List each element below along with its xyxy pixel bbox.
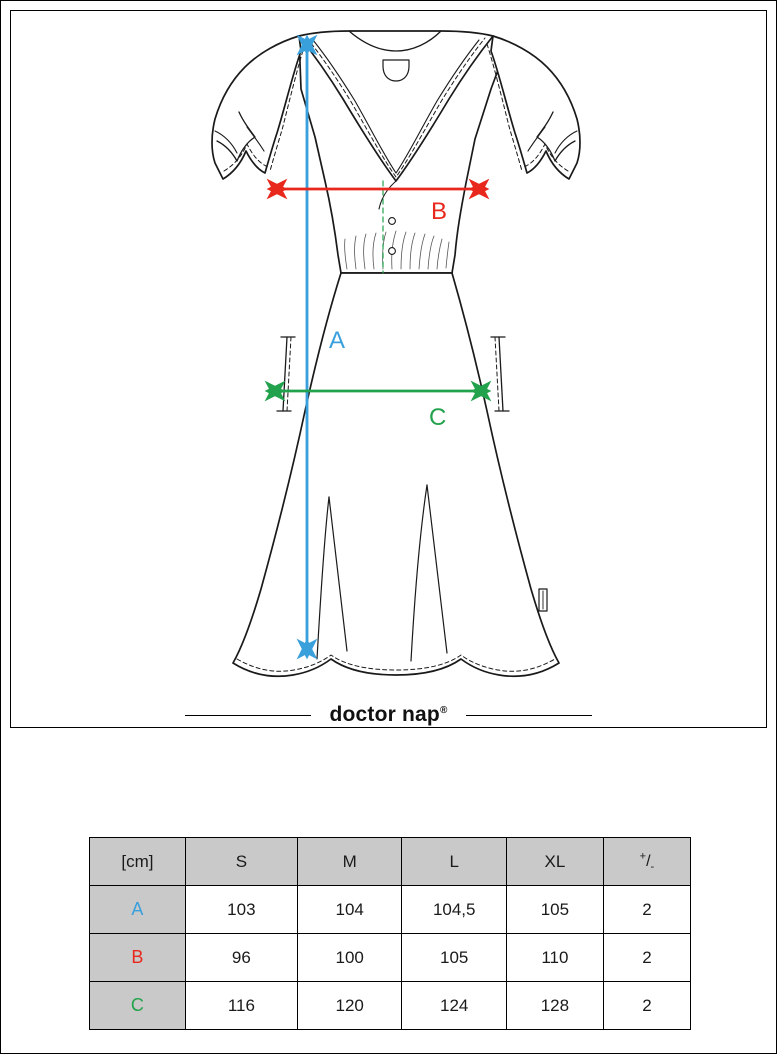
cell-a-m: 104 (297, 886, 402, 934)
cell-a-tolerance: 2 (603, 886, 690, 934)
cell-a-s: 103 (185, 886, 297, 934)
registered-mark-icon: ® (439, 705, 448, 716)
size-table-wrapper (89, 837, 691, 1030)
measure-label-b: B (431, 198, 448, 225)
cell-a-l: 104,5 (402, 886, 507, 934)
brand-name (311, 703, 465, 727)
garment-technical-drawing (11, 11, 766, 727)
cell-c-xl: 128 (506, 982, 603, 1030)
table-header-m: M (297, 838, 402, 886)
table-header-xl: XL (506, 838, 603, 886)
table-header-tolerance (603, 838, 690, 886)
cell-b-tolerance: 2 (603, 934, 690, 982)
cell-b-s: 96 (185, 934, 297, 982)
table-row (90, 982, 691, 1030)
size-table (89, 837, 691, 1030)
tolerance-plus: + (639, 850, 647, 863)
brand-row (10, 695, 767, 735)
table-header-row (90, 838, 691, 886)
cell-c-tolerance: 2 (603, 982, 690, 1030)
cell-c-m: 120 (297, 982, 402, 1030)
cell-b-l: 105 (402, 934, 507, 982)
brand-rule-right (466, 715, 592, 716)
table-row (90, 886, 691, 934)
measure-label-c: C (429, 404, 447, 431)
measure-label-a: A (329, 327, 346, 354)
table-row (90, 934, 691, 982)
table-header-l: L (402, 838, 507, 886)
table-header-s: S (185, 838, 297, 886)
cell-c-l: 124 (402, 982, 507, 1030)
brand-name-text: doctor nap (329, 703, 440, 726)
garment-diagram-panel (10, 10, 767, 728)
row-label-a: A (90, 886, 186, 934)
tolerance-minus: - (650, 860, 655, 873)
tolerance-slash: / (646, 852, 651, 870)
row-label-c: C (90, 982, 186, 1030)
cell-b-m: 100 (297, 934, 402, 982)
cell-c-s: 116 (185, 982, 297, 1030)
cell-a-xl: 105 (506, 886, 603, 934)
table-header-unit: [cm] (90, 838, 186, 886)
tolerance-symbol (639, 850, 655, 873)
cell-b-xl: 110 (506, 934, 603, 982)
brand-rule-left (185, 715, 311, 716)
row-label-b: B (90, 934, 186, 982)
